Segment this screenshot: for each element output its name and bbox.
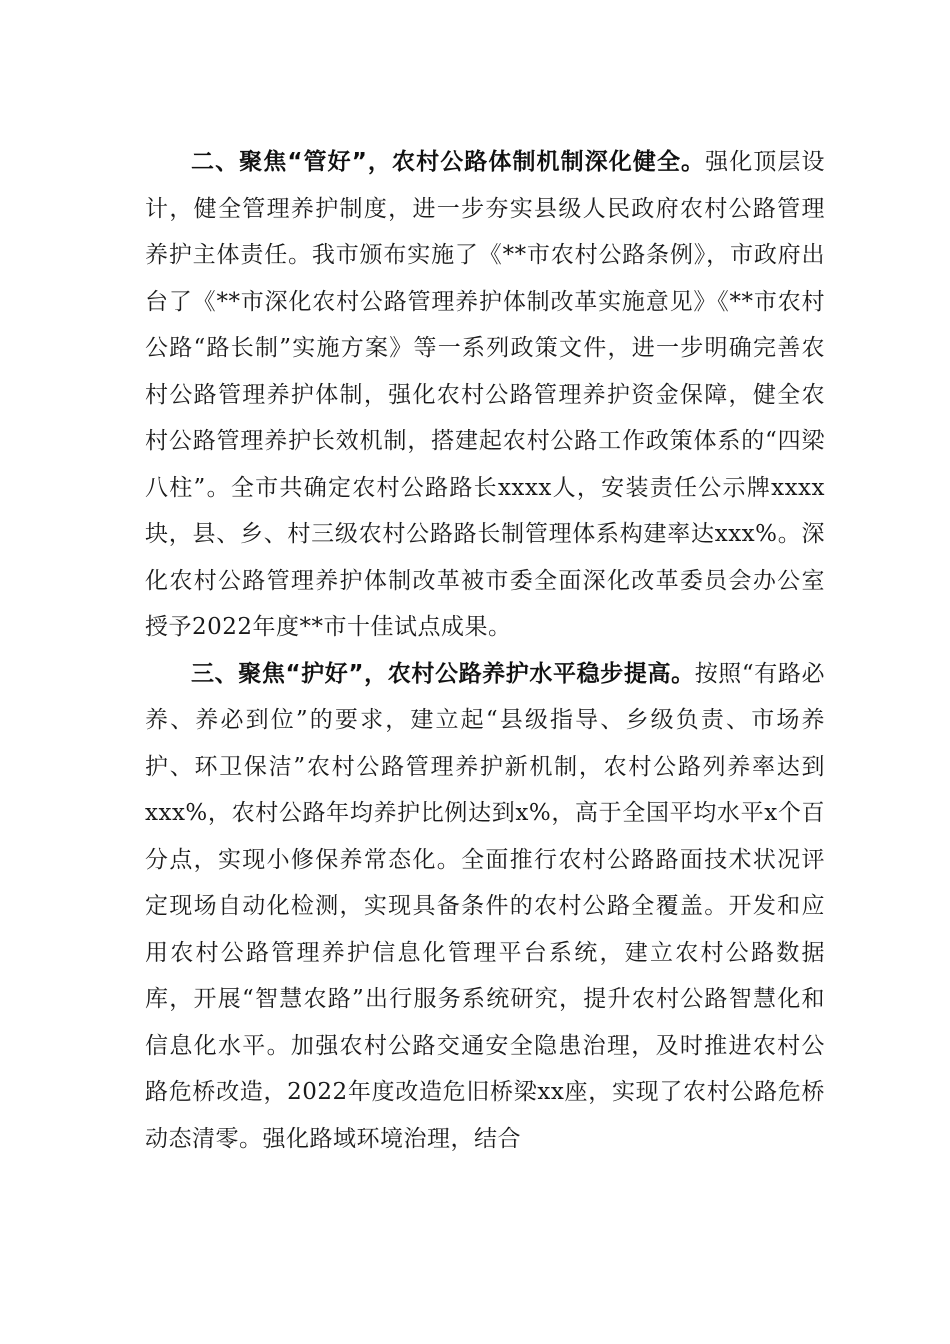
section-heading-2: 二、聚焦“管好”，农村公路体制机制深化健全。 xyxy=(191,149,706,175)
section-body-3: 按照“有路必养、养必到位”的要求，建立起“县级指导、乡级负责、市场养护、环卫保洁”农村公路管理养护新机制，农村公路列养率达到xxx%，农村公路年均养护比例达到x%，高于全国平均水平x个百分点，实现小修保养常态化。全面推行农村公路路面技术状况评定现场自动化检测，实现具备条件的农村公路全覆盖。开发和应用农村公路管理养护信息化管理平台系统，建立农村公路数据库，开展“智慧农路”出行服务系统研究，提升农村公路智慧化和信息化水平。加强农村公路交通安全隐患治理，及时推进农村公路危桥改造，2022年度改造危旧桥梁xx座，实现了农村公路危桥动态清零。强化路域环境治理，结合 xyxy=(145,660,826,1152)
section-body-2: 强化顶层设计，健全管理养护制度，进一步夯实县级人民政府农村公路管理养护主体责任。我市颁布实施了《**市农村公路条例》，市政府出台了《**市深化农村公路管理养护体制改革实施意见》《**市农村公路“路长制”实施方案》等一系列政策文件，进一步明确完善农村公路管理养护体制，强化农村公路管理养护资金保障，健全农村公路管理养护长效机制，搭建起农村公路工作政策体系的“四梁八柱”。全市共确定农村公路路长xxxx人，安装责任公示牌xxxx块，县、乡、村三级农村公路路长制管理体系构建率达xxx%。深化农村公路管理养护体制改革被市委全面深化改革委员会办公室授予2022年度**市十佳试点成果。 xyxy=(145,149,826,640)
section-paragraph-3 xyxy=(145,651,825,1163)
section-heading-3: 三、聚焦“护好”，农村公路养护水平稳步提高。 xyxy=(191,660,695,687)
section-paragraph-2 xyxy=(145,139,825,651)
document-body xyxy=(145,139,825,1162)
